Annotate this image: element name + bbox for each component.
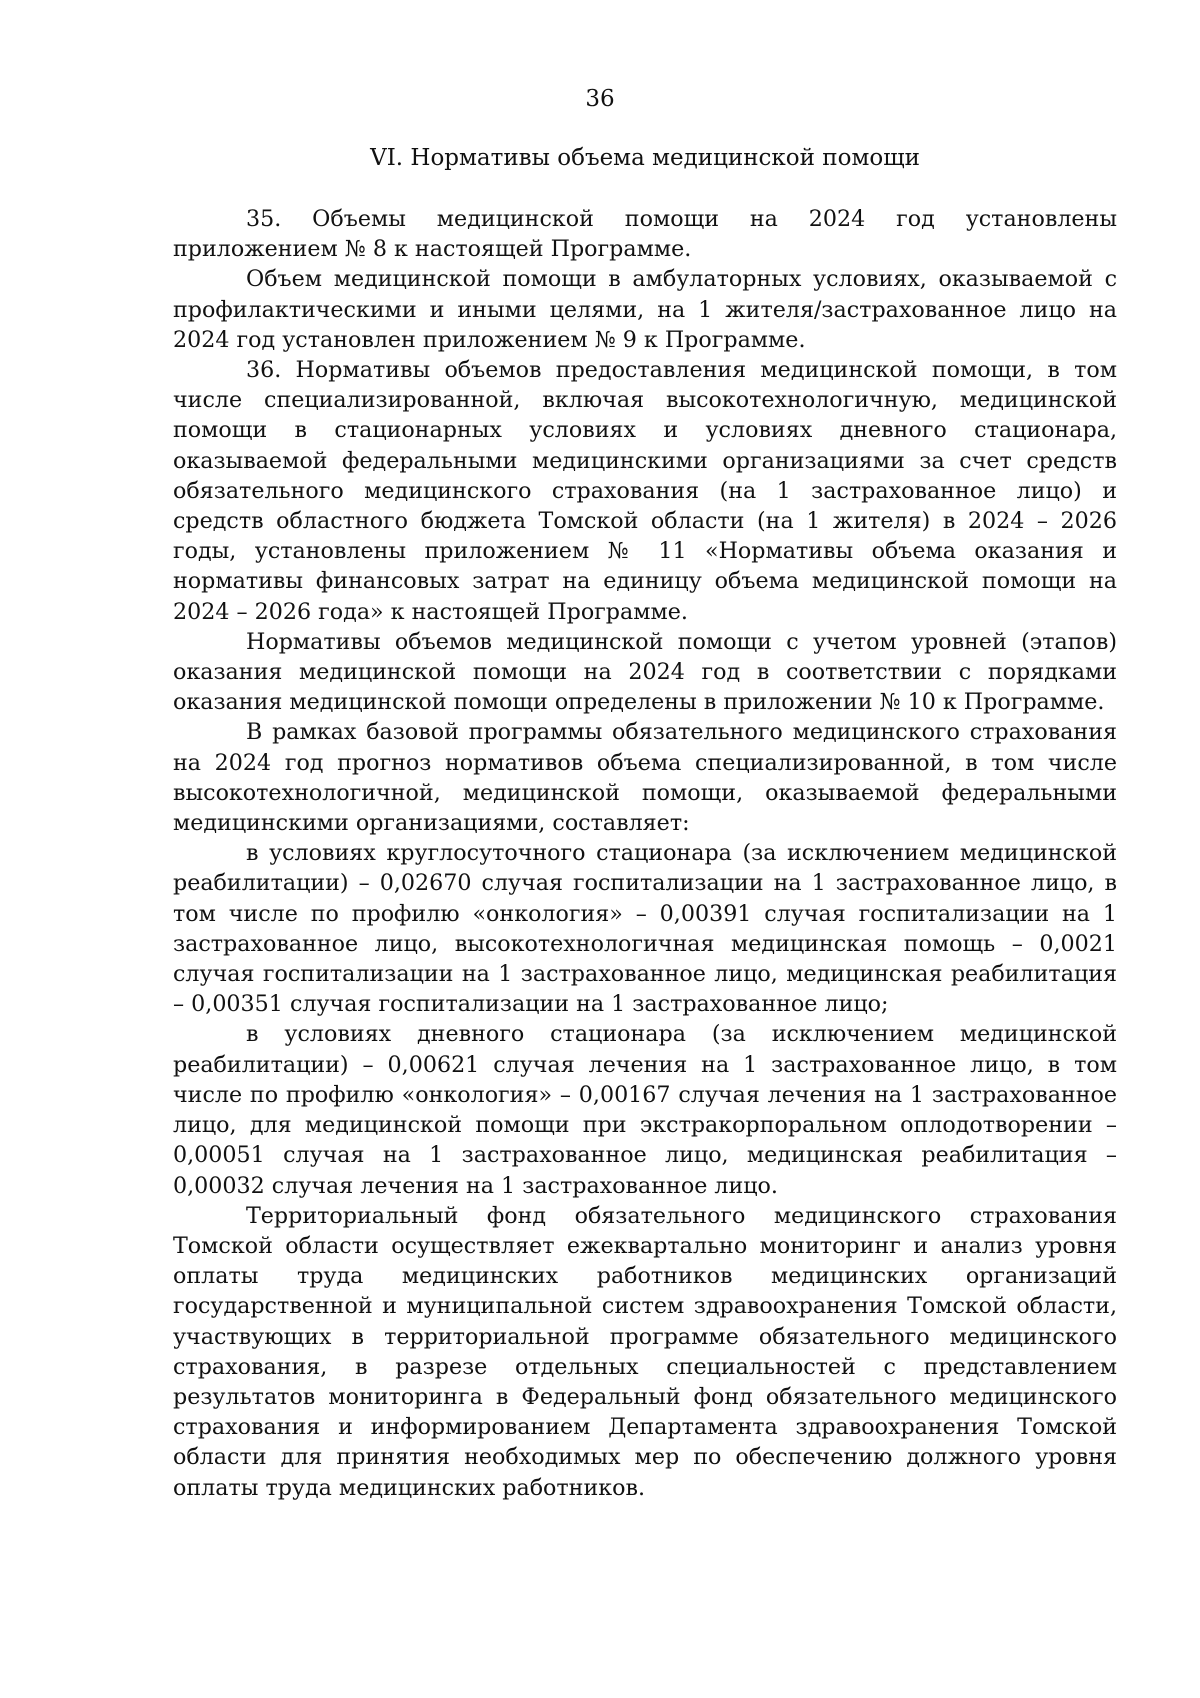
paragraph-item-35: 35. Объемы медицинской помощи на 2024 год установлены приложением № 8 к настоящей Программе. bbox=[173, 206, 1117, 263]
paragraph-item-36: 36. Нормативы объемов предоставления медицинской помощи, в том числе специализированной, включая высокотехнологичную, медицинской помощи в стационарных условиях и условиях дневного стационара, оказываемой федеральными медицинскими организациями за счет средств обязательного медицинского страхования (на 1 застрахованное лицо) и средств областного бюджета Томской области (на 1 жителя) в 2024 – 2026 годы, установлены приложением № 11 «Нормативы объема оказания и нормативы финансовых затрат на единицу объема медицинской помощи на 2024 – 2026 года» к настоящей Программе. bbox=[173, 357, 1117, 625]
paragraph-federal-forecast: В рамках базовой программы обязательного медицинского страхования на 2024 год прогноз нормативов объема специализированной, в том числе высокотехнологичной, медицинской помощи, оказываемой федеральными медицинскими организациями, составляет: bbox=[173, 719, 1117, 837]
paragraph-monitoring: Территориальный фонд обязательного медицинского страхования Томской области осуществляет ежеквартально мониторинг и анализ уровня оплаты труда медицинских работников медицинских организаций государственной и муниципальной систем здравоохранения Томской области, участвующих в территориальной программе обязательного медицинского страхования, в разрезе отдельных специальностей с представлением результатов мониторинга в Федеральный фонд обязательного медицинского страхования и информированием Департамента здравоохранения Томской области для принятия необходимых мер по обеспечению должного уровня оплаты труда медицинских работников. bbox=[173, 1202, 1117, 1501]
section-title: VI. Нормативы объема медицинской помощи bbox=[370, 145, 920, 171]
paragraph-outpatient-volume: Объем медицинской помощи в амбулаторных условиях, оказываемой с профилактическими и иными целями, на 1 жителя/застрахованное лицо на 2024 год установлен приложением № 9 к Программе. bbox=[173, 266, 1117, 353]
page-number: 36 bbox=[585, 86, 615, 112]
paragraph-round-the-clock-hospital: в условиях круглосуточного стационара (за исключением медицинской реабилитации) – 0,02670 случая госпитализации на 1 застрахованное лицо, в том числе по профилю «онкология» – 0,00391 случая госпитализации на 1 застрахованное лицо, высокотехнологичная медицинская помощь – 0,0021 случая госпитализации на 1 застрахованное лицо, медицинская реабилитация – 0,00351 случая госпитализации на 1 застрахованное лицо; bbox=[173, 840, 1117, 1018]
paragraph-day-hospital: в условиях дневного стационара (за исключением медицинской реабилитации) – 0,00621 случая лечения на 1 застрахованное лицо, в том числе по профилю «онкология» – 0,00167 случая лечения на 1 застрахованное лицо, для медицинской помощи при экстракорпоральном оплодотворении – 0,00051 случая на 1 застрахованное лицо, медицинская реабилитация – 0,00032 случая лечения на 1 застрахованное лицо. bbox=[173, 1021, 1117, 1199]
paragraph-care-levels: Нормативы объемов медицинской помощи с учетом уровней (этапов) оказания медицинской помощи на 2024 год в соответствии с порядками оказания медицинской помощи определены в приложении № 10 к Программе. bbox=[173, 628, 1117, 716]
document-body bbox=[173, 204, 1117, 1503]
